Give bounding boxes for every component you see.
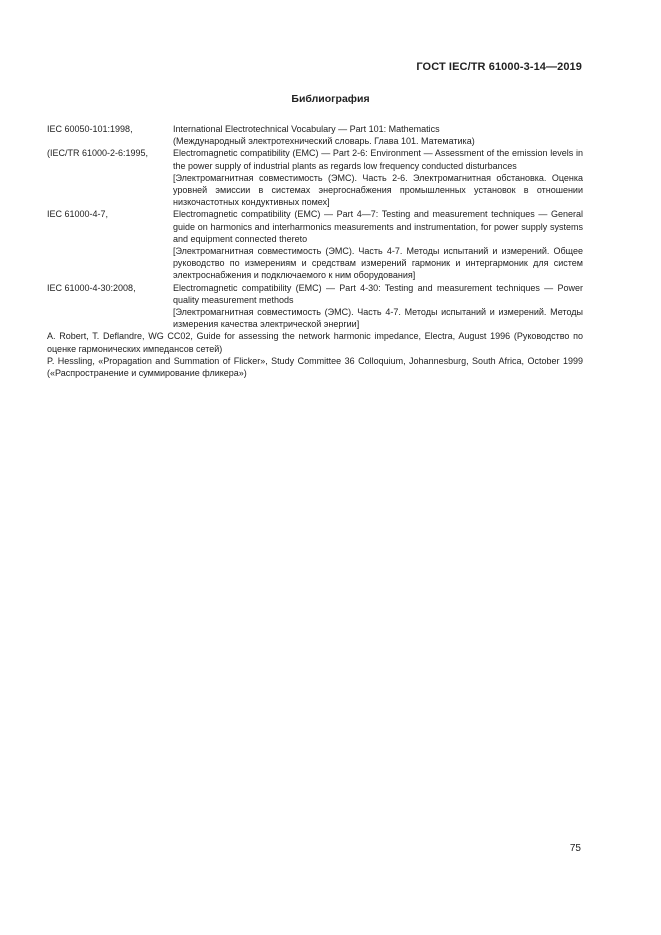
bib-desc-line: [Электромагнитная совместимость (ЭМС). Часть 4-7. Методы испытаний и измерений. Общее руководство по измерениям и средствам измерений гармоник и интергармоник для систем электроснабжения и подключаемого к ним оборудования] — [173, 246, 583, 281]
bib-desc-line: Electromagnetic compatibility (EMC) — Part 4—7: Testing and measurement techniques — General guide on harmonics and interharmonics measurements and instrumentation, for power supply systems and equipment connected thereto — [173, 209, 583, 244]
bib-desc-line: [Электромагнитная совместимость (ЭМС). Часть 4-7. Методы испытаний и измерений. Методы измерения качества электрической энергии] — [173, 307, 583, 330]
bib-desc-line: [Электромагнитная совместимость (ЭМС). Часть 2-6. Электромагнитная обстановка. Оценка уровней эмиссии в системах энергоснабжения промышленных установок в отношении низкочастотных кондуктивных помех] — [173, 172, 583, 208]
bib-desc — [173, 147, 583, 208]
bib-desc — [173, 123, 583, 147]
bib-entry — [47, 208, 583, 281]
bib-ref: IEC 60050-101:1998, — [47, 124, 133, 134]
bib-ref: IEC 61000-4-30:2008, — [47, 282, 136, 293]
bib-ref: (IEC/TR 61000-2-6:1995, — [47, 148, 149, 159]
bib-entry — [47, 282, 583, 331]
bib-desc-line: Electromagnetic compatibility (EMC) — Part 2-6: Environment — Assessment of the emission levels in the power supply of industrial plants as regards low frequency conducted disturbances — [173, 148, 583, 171]
bib-desc — [173, 208, 583, 281]
bib-desc-line: Electromagnetic compatibility (EMC) — Part 4-30: Testing and measurement techniques — Power quality measurement methods — [173, 282, 583, 305]
page-number: 75 — [569, 843, 581, 854]
bib-desc-line: (Международный электротехнический словарь. Глава 101. Математика) — [173, 136, 475, 147]
bib-desc-line: International Electrotechnical Vocabulary — Part 101: Mathematics — [173, 124, 440, 134]
bib-paragraph: A. Robert, T. Deflandre, WG CC02, Guide for assessing the network harmonic impedance, Electra, August 1996 (Руководство по оценке гармонических импедансов сетей) — [47, 331, 583, 354]
bibliography — [47, 123, 583, 379]
bib-paragraph: P. Hessling, «Propagation and Summation of Flicker», Study Committee 36 Colloquium, Johannesburg, South Africa, October 1999 («Распространение и суммирование фликера») — [47, 355, 583, 379]
page-title: Библиография — [291, 93, 370, 105]
bib-entry — [47, 147, 583, 208]
bib-desc — [173, 282, 583, 331]
bib-entry — [47, 123, 583, 147]
bib-ref: IEC 61000-4-7, — [47, 209, 109, 220]
page-header: ГОСТ IEC/TR 61000-3-14—2019 — [416, 61, 582, 73]
